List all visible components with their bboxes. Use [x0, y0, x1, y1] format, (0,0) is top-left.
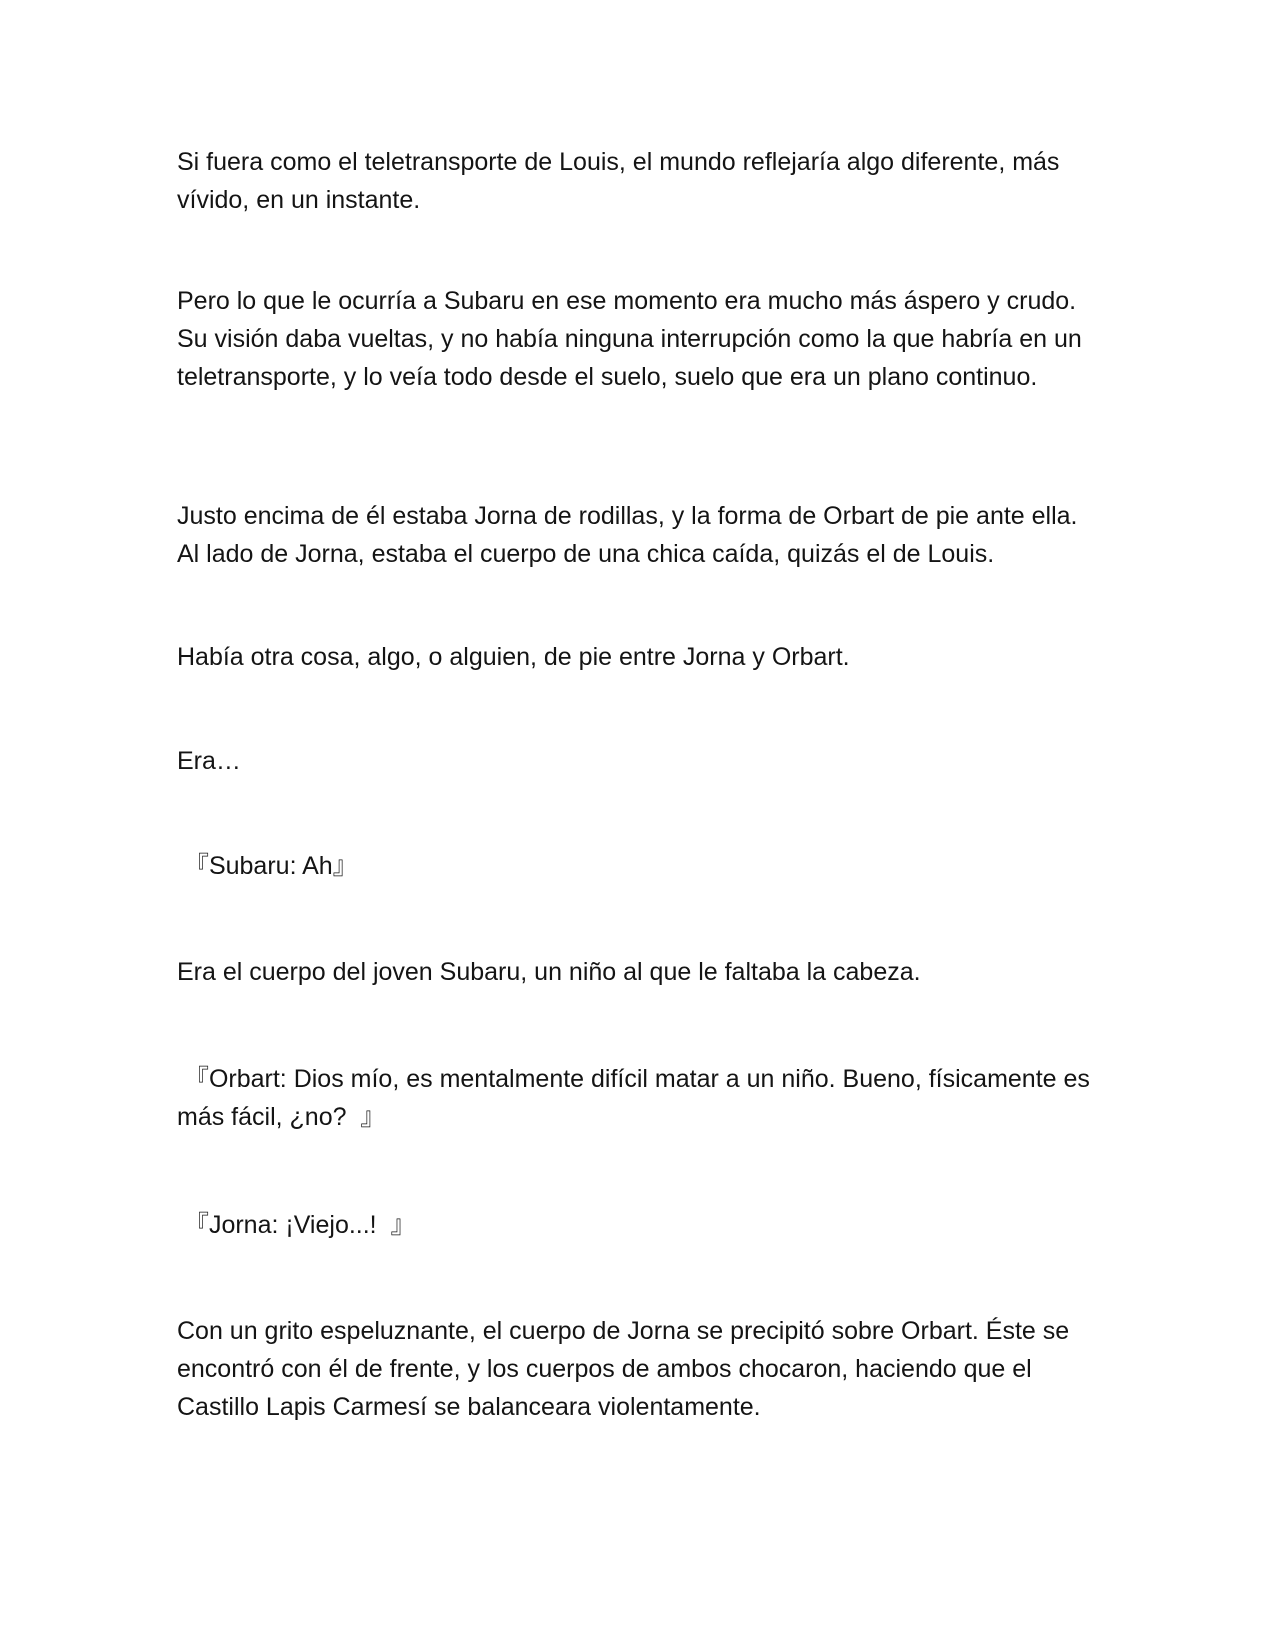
paragraph-subaru-vision: Pero lo que le ocurría a Subaru en ese momento era mucho más áspero y crudo. Su visión daba vueltas, y no había ninguna interrupción como la que habría en un teletransporte, y lo veía todo desde el suelo, suelo que era un plano continuo. [177, 287, 1089, 391]
dialogue-subaru: 『Subaru: Ah』 [177, 852, 358, 880]
paragraph-young-subaru: Era el cuerpo del joven Subaru, un niño al que le faltaba la cabeza. [177, 958, 921, 986]
paragraph-something-else: Había otra cosa, algo, o alguien, de pie entre Jorna y Orbart. [177, 643, 850, 671]
paragraph-era: Era… [177, 747, 241, 775]
dialogue-jorna: 『Jorna: ¡Viejo...! 』 [177, 1211, 416, 1239]
paragraph-jorna-orbart: Justo encima de él estaba Jorna de rodillas, y la forma de Orbart de pie ante ella. Al lado de Jorna, estaba el cuerpo de una chica caída, quizás el de Louis. [177, 502, 1091, 568]
dialogue-orbart: 『Orbart: Dios mío, es mentalmente difícil matar a un niño. Bueno, físicamente es más fácil, ¿no? 』 [177, 1065, 1097, 1131]
paragraph-clash: Con un grito espeluznante, el cuerpo de Jorna se precipitó sobre Orbart. Éste se encontró con él de frente, y los cuerpos de ambos chocaron, haciendo que el Castillo Lapis Carmesí se balanceara violentamente. [177, 1317, 1077, 1421]
paragraph-teleport: Si fuera como el teletransporte de Louis, el mundo reflejaría algo diferente, más vívido, en un instante. [177, 148, 1067, 214]
